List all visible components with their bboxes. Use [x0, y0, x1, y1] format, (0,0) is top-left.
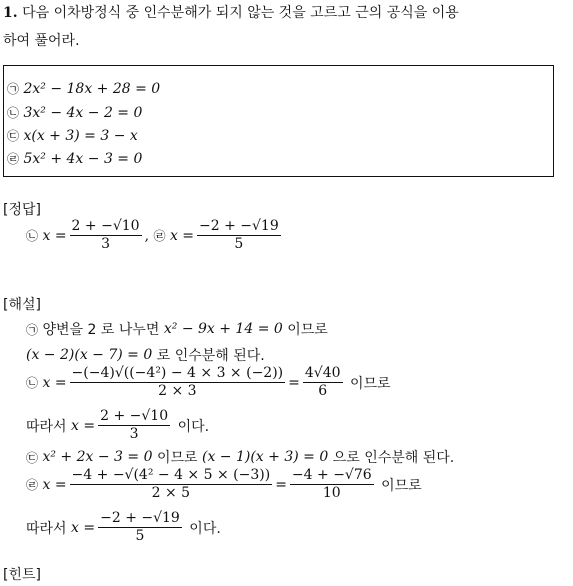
- solution-l3-denominator: 2 × 3: [158, 383, 197, 399]
- answer-b-denominator: 3: [101, 236, 111, 252]
- solution-l7-lhs: x =: [71, 519, 96, 536]
- solution-l4-numerator: 2 + −√10: [100, 408, 169, 424]
- choice-c-expr: x(x + 3) = 3 − x: [23, 128, 138, 144]
- choice-a-expr: 2x² − 18x + 28 = 0: [23, 81, 161, 97]
- answer-mark-b: ㉡: [26, 229, 39, 243]
- choice-d-expr: 5x² + 4x − 3 = 0: [23, 151, 143, 167]
- solution-l3-mark: ㉡: [26, 376, 39, 390]
- answer-mark-d: ㉣: [153, 229, 166, 243]
- answer-b-numerator: 2 + −√10: [71, 218, 140, 234]
- solution-l2-text: 로 인수분해 된다.: [156, 348, 265, 364]
- solution-l7-fraction: [98, 510, 182, 545]
- solution-l6-denominator-2: 10: [322, 485, 341, 501]
- solution-l3-end: 이므로: [349, 375, 391, 392]
- solution-l4-text: 따라서: [26, 418, 67, 435]
- solution-line-6: [26, 467, 422, 502]
- solution-l5-equation: x² + 2x − 3 = 0: [42, 449, 153, 465]
- solution-l4-lhs: x =: [71, 417, 96, 434]
- solution-l5-mark: ㉢: [26, 450, 39, 465]
- solution-line-3: [26, 365, 391, 400]
- solution-l6-denominator: 2 × 5: [151, 485, 191, 501]
- choice-a-mark: ㉠: [7, 82, 20, 96]
- solution-l3-equals: =: [288, 374, 300, 391]
- solution-l5-end: 으로 인수분해 된다.: [332, 450, 455, 466]
- hint-header: [힌트]: [3, 567, 41, 583]
- solution-l6-lhs: x =: [42, 476, 67, 493]
- solution-line-2: [26, 345, 265, 365]
- solution-l3-numerator-2: 4√40: [304, 365, 341, 381]
- solution-l5-mid: 이므로: [156, 450, 198, 466]
- solution-l4-fraction: [98, 408, 170, 443]
- solution-l1-mark: ㉠: [26, 322, 39, 337]
- solution-l3-fraction-2: [303, 365, 343, 400]
- solution-l6-numerator-2: −4 + −√76: [291, 467, 372, 483]
- answer-d-denominator: 5: [234, 236, 244, 252]
- solution-l2-equation: (x − 2)(x − 7) = 0: [26, 347, 153, 363]
- solution-l4-denominator: 3: [129, 426, 139, 442]
- solution-l3-numerator: −(−4)√((−4²) − 4 × 3 × (−2)): [71, 365, 284, 381]
- solution-l3-fraction: [70, 365, 286, 400]
- solution-line-7: [26, 510, 221, 545]
- solution-l6-fraction-2: [290, 467, 374, 502]
- solution-l1-text: 양변을 2 로 나누면: [42, 322, 160, 338]
- choice-b: [7, 104, 142, 121]
- problem-text-2: 하여 풀어라.: [3, 33, 80, 49]
- solution-l7-text: 따라서: [26, 520, 67, 537]
- answer-fraction-b: [70, 218, 142, 253]
- solution-line-4: [26, 408, 209, 443]
- choice-b-expr: 3x² − 4x − 2 = 0: [23, 105, 143, 121]
- solution-l6-fraction: [70, 467, 273, 502]
- solution-l4-end: 이다.: [177, 418, 210, 435]
- answer-header: [정답]: [3, 202, 41, 218]
- choice-c: [7, 127, 138, 144]
- choice-d: [7, 150, 142, 167]
- answer-d-numerator: −2 + −√19: [199, 218, 279, 234]
- solution-l1-end: 이므로: [287, 322, 328, 338]
- solution-l7-numerator: −2 + −√19: [100, 510, 180, 526]
- answer-lhs-d: x =: [169, 227, 195, 244]
- solution-l6-numerator: −4 + −√(4² − 4 × 5 × (−3)): [71, 467, 271, 483]
- problem-number: 1.: [3, 5, 18, 21]
- solution-l6-end: 이므로: [381, 477, 422, 494]
- solution-l3-denominator-2: 6: [318, 383, 328, 399]
- problem-text-1: 다음 이차방정식 중 인수분해가 되지 않는 것을 고르고 근의 공식을 이용: [22, 5, 459, 21]
- solution-line-1: [26, 319, 328, 339]
- answer-comma: ,: [144, 227, 150, 244]
- solution-l6-mark: ㉣: [26, 478, 39, 492]
- solution-l7-denominator: 5: [135, 528, 145, 544]
- solution-l6-equals: =: [275, 476, 287, 493]
- answer-fraction-d: [197, 218, 281, 253]
- solution-l5-equation-2: (x − 1)(x + 3) = 0: [201, 449, 329, 465]
- solution-l7-end: 이다.: [189, 520, 221, 537]
- answer-lhs-b: x =: [42, 227, 67, 244]
- solution-l1-equation: x² − 9x + 14 = 0: [163, 321, 283, 337]
- choice-d-mark: ㉣: [7, 152, 20, 166]
- solution-header: [해설]: [3, 297, 41, 313]
- solution-line-5: [26, 447, 454, 467]
- choice-b-mark: ㉡: [7, 106, 20, 120]
- answer-line: [26, 218, 284, 253]
- choice-c-mark: ㉢: [7, 129, 20, 143]
- choice-a: [7, 80, 160, 97]
- solution-l3-lhs: x =: [42, 374, 67, 391]
- problem-line-1: [3, 2, 459, 22]
